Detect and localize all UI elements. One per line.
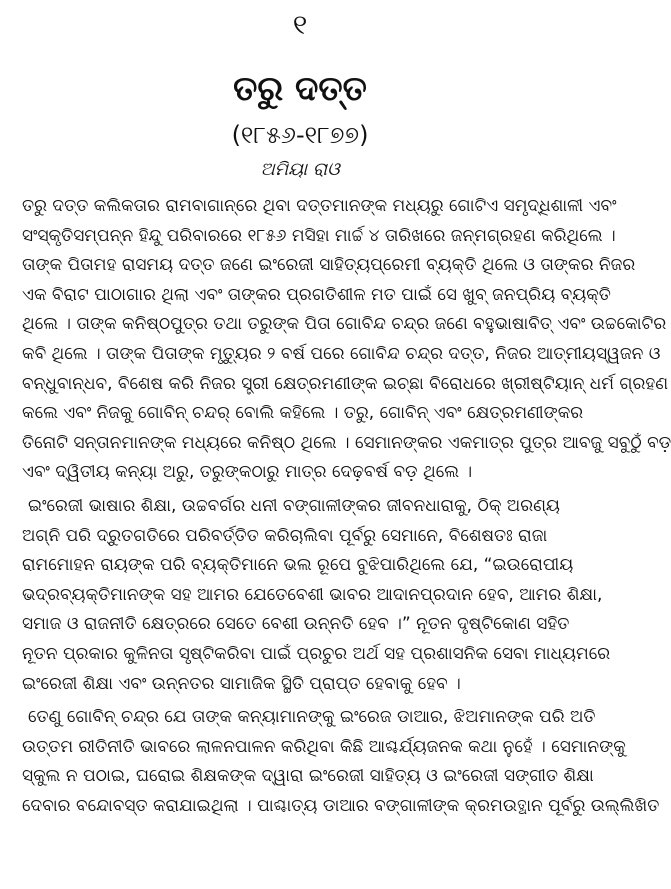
article-title: ତରୁ ଦତ୍ତ (233, 69, 367, 109)
paragraph-line: ସମାଜ ଓ ରାଜନୀତି କ୍ଷେତ୍ରରେ ସେତେ ବେଶୀ ଉନ୍ନତି ହେବ ।” ନୂତନ ଦୃଷ୍ଟିକୋଣ ସହିତ (22, 614, 570, 635)
paragraph-line: ଥିଲେ । ତାଙ୍କ କନିଷ୍ଠପୁତ୍ର ତଥା ତରୁଙ୍କ ପିତା ଗୋବିନ୍ଦ ଚନ୍ଦ୍ର ଜଣେ ବହୁଭାଷାବିତ୍ ଏବଂ ଉଚ୍ଚକୋଟିର (22, 314, 667, 335)
paragraph-line: ଦେବାର ବନ୍ଦୋବସ୍ତ କରାଯାଇଥିଲା । ପାଶ୍ଚାତ୍ୟ ଡାଆର ବଙ୍ଗାଳୀଙ୍କ କ୍ରମଉତ୍ଥାନ ପୂର୍ବରୁ ଉଲ୍ଲିଖିତ (22, 795, 660, 816)
life-years: (୧୮୫୬-୧୮୭୭) (231, 121, 369, 149)
paragraph-line: ଏବଂ ଦ୍ୱିତୀୟ କନ୍ୟା ଅରୁ, ତରୁଙ୍କଠାରୁ ମାତ୍ର ଦେଢ଼ବର୍ଷ ବଡ଼ ଥିଲେ । (22, 462, 473, 483)
paragraph-line: ଭଦ୍ରବ୍ୟକ୍ତିମାନଙ୍କ ସହ ଆମର ଯେତେବେଶୀ ଭାବର ଆଦାନପ୍ରଦାନ ହେବ, ଆମର ଶିକ୍ଷା, (22, 584, 603, 605)
paragraph-line: ଇଂରେଜୀ ଭାଷାର ଶିକ୍ଷା, ଉଚ୍ଚବର୍ଗର ଧନୀ ବଙ୍ଗାଳୀଙ୍କର ଜୀବନଧାରାକୁ, ଠିକ୍ ଅରଣ୍ୟ (28, 495, 560, 516)
paragraph-line: ଇଂରେଜୀ ଶିକ୍ଷା ଏବଂ ଉନ୍ନତର ସାମାଜିକ ସ୍ଥିତି ପ୍ରାପ୍ତ ହେବାକୁ ହେବ । (22, 673, 461, 694)
paragraph-2 (22, 492, 611, 699)
paragraph-line: ତେଣୁ ଗୋବିନ୍ ଚନ୍ଦ୍ର ଯେ ତାଙ୍କ କନ୍ୟାମାନଙ୍କୁ ଇଂରେଜ ଡାଆର, ଝିଅମାନଙ୍କ ପରି ଅତି (28, 707, 596, 728)
author-name: ଅମିୟା ରାଓ (260, 159, 340, 180)
paragraph-line: କବି ଥିଲେ । ତାଙ୍କ ପିତାଙ୍କ ମୃତ୍ୟୁର ୨ ବର୍ଷ ପରେ ଗୋବିନ୍ଦ ଚନ୍ଦ୍ର ଦତ୍ତ, ନିଜର ଆତ୍ମୀୟସ୍ୱଜନ ଓ (22, 343, 661, 364)
page-number: ୧ (292, 8, 308, 41)
paragraph-line: ତାଙ୍କ ପିତାମହ ରାସମୟ ଦତ୍ତ ଜଣେ ଇଂରେଜୀ ସାହିତ୍ୟପ୍ରେମୀ ବ୍ୟକ୍ତି ଥିଲେ ଓ ତାଙ୍କର ନିଜର (22, 255, 636, 276)
paragraph-line: ସଂସ୍କୃତିସମ୍ପନ୍ନ ହିନ୍ଦୁ ପରିବାରରେ ୧୮୫୬ ମସିହା ମାର୍ଚ୍ଚ ୪ ତାରିଖରେ ଜନ୍ମଗ୍ରହଣ କରିଥିଲେ । (22, 225, 616, 246)
paragraph-line: ତିନୋଟି ସନ୍ତାନମାନଙ୍କ ମଧ୍ୟରେ କନିଷ୍ଠ ଥିଲେ । ସେମାନଙ୍କର ଏକମାତ୍ର ପୁତ୍ର ଆବଜୁ ସବୁଠୁଁ ବଡ଼ (22, 432, 671, 453)
paragraph-1 (22, 192, 671, 488)
paragraph-line: ଉତ୍ତମ ରୀତିନୀତି ଭାବରେ ଲାଳନପାଳନ କରିଥିବା କିଛି ଆଶ୍ଚର୍ଯ୍ୟଜନକ କଥା ନୁହେଁ । ସେମାନଙ୍କୁ (22, 736, 626, 757)
paragraph-line: ତରୁ ଦତ୍ତ କଲିକତାର ରାମବାଗାନ୍‌ରେ ଥିବା ଦତ୍ତମାନଙ୍କ ମଧ୍ୟରୁ ଗୋଟିଏ ସମୃଦ୍ଧିଶାଳୀ ଏବଂ (22, 196, 617, 216)
paragraph-line: ଅଗ୍ନି ପରି ଦ୍ରୁତଗତିରେ ପରିବର୍ତ୍ତିତ କରିଚାଲିବା ପୂର୍ବରୁ ସେମାନେ, ବିଶେଷତଃ ରାଜା (22, 525, 548, 546)
paragraph-line: କଲେ ଏବଂ ନିଜକୁ ଗୋବିନ୍ ଚନ୍ଦର୍ ବୋଲି କହିଲେ । ତରୁ, ଗୋବିନ୍ ଏବଂ କ୍ଷେତ୍ରମଣୀଙ୍କର (22, 403, 584, 424)
paragraph-line: ଏକ ବିରାଟ ପାଠାଗାର ଥିଲା ଏବଂ ତାଙ୍କର ପ୍ରଗତିଶୀଳ ମତ ପାଇଁ ସେ ଖୁବ୍ ଜନପ୍ରିୟ ବ୍ୟକ୍ତି (22, 284, 611, 305)
paragraph-line: ନୂତନ ପ୍ରକାର କୁଳିନତା ସୃଷ୍ଟିକରିବା ପାଇଁ ପ୍ରଚୁର ଅର୍ଥ ସହ ପ୍ରଶାସନିକ ସେବା ମାଧ୍ୟମରେ (22, 643, 611, 664)
paragraph-line: ରାମମୋହନ ରାୟଙ୍କ ପରି ବ୍ୟକ୍ତିମାନେ ଭଲ ରୂପେ ବୁଝିପାରିଥିଲେ ଯେ, “ଇଉରୋପୀୟ (22, 555, 574, 576)
paragraph-line: ସ୍କୁଲ ନ ପଠାଇ, ଘରୋଇ ଶିକ୍ଷକଙ୍କ ଦ୍ୱାରା ଇଂରେଜୀ ସାହିତ୍ୟ ଓ ଇଂରେଜୀ ସଙ୍ଗୀତ ଶିକ୍ଷା (22, 766, 594, 787)
paragraph-3 (22, 703, 660, 821)
paragraph-line: ବନ୍ଧୁବାନ୍ଧବ, ବିଶେଷ କରି ନିଜର ସ୍ତ୍ରୀ କ୍ଷେତ୍ରମଣୀଙ୍କ ଇଚ୍ଛା ବିରୋଧରେ ଖ୍ରୀଷ୍ଟିୟାନ୍ ଧର୍ମ ଗ୍ରହଣ (22, 373, 669, 394)
